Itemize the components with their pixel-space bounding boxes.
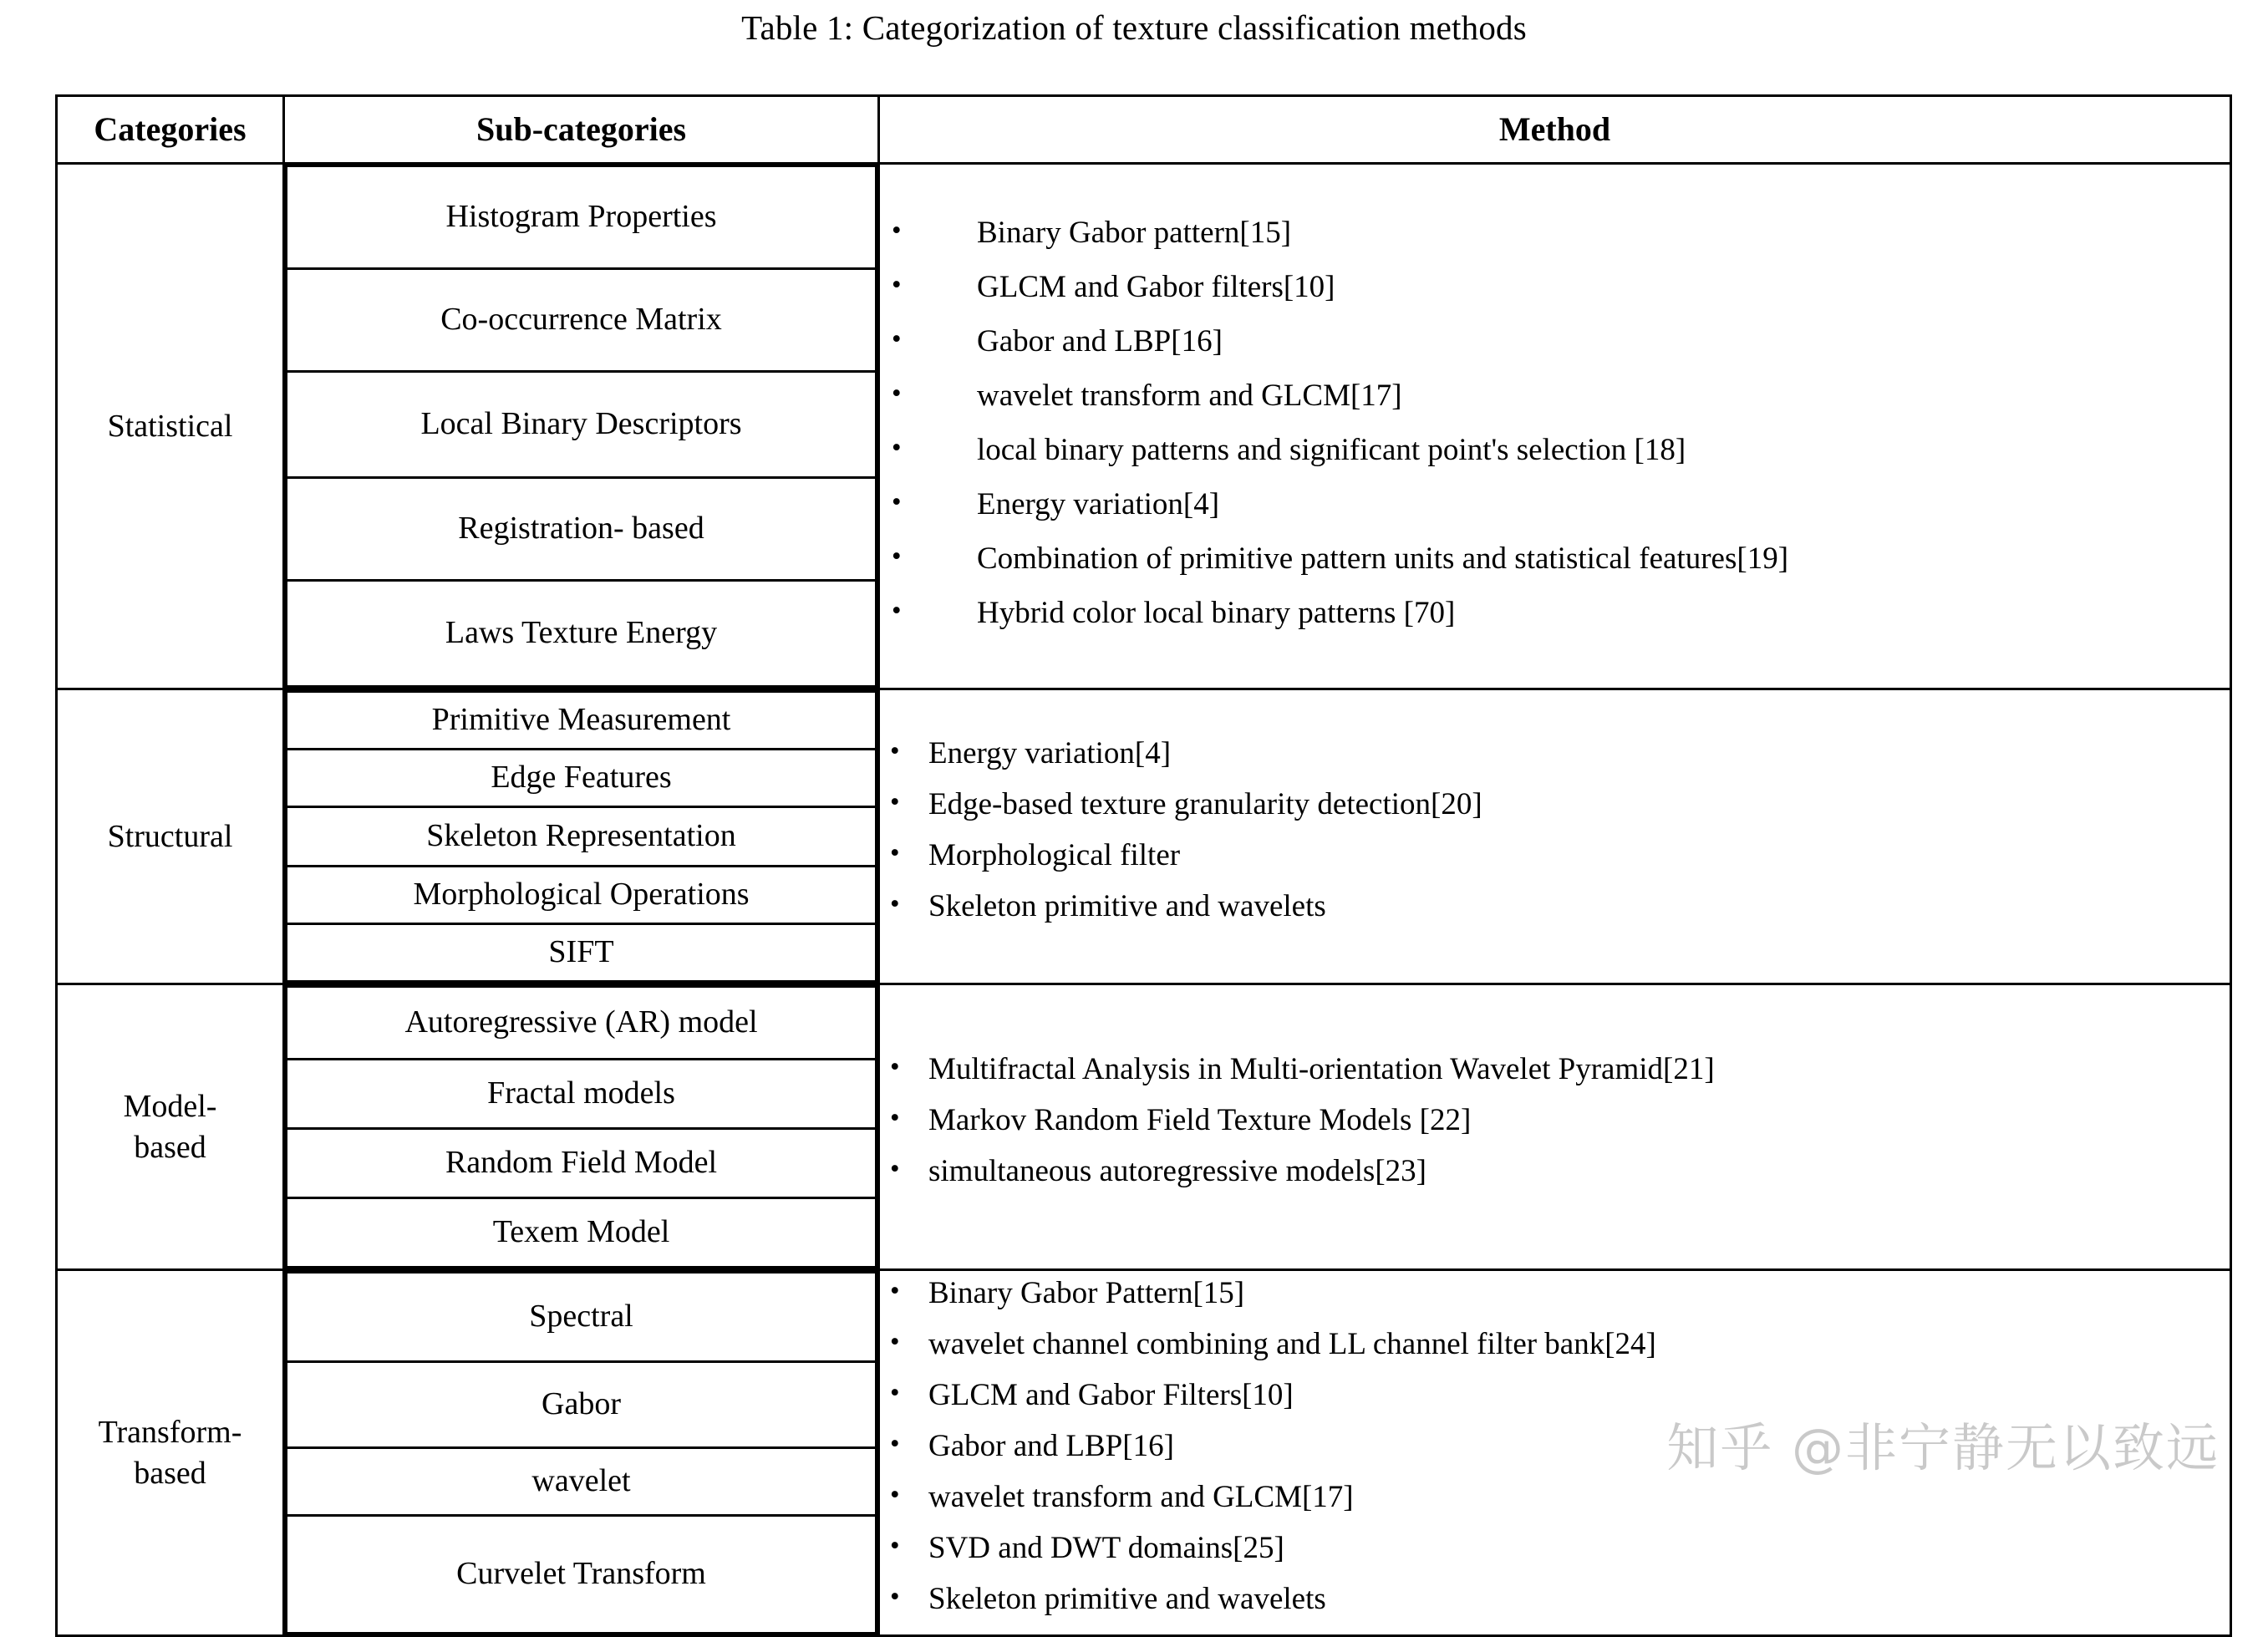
method-label: local binary patterns and significant point's selection [18] bbox=[977, 433, 1686, 467]
list-item bbox=[890, 836, 2230, 874]
method-label: Gabor and LBP[16] bbox=[928, 1428, 1174, 1463]
list-item bbox=[890, 1152, 2230, 1190]
list-item bbox=[287, 269, 877, 372]
method-list bbox=[880, 1050, 2230, 1190]
list-item bbox=[892, 486, 2230, 523]
list-item bbox=[287, 692, 877, 750]
methods-statistical bbox=[879, 164, 2231, 689]
list-item bbox=[890, 735, 2230, 772]
method-label: Edge-based texture granularity detection[20] bbox=[928, 786, 1482, 821]
method-label: simultaneous autoregressive models[23] bbox=[928, 1154, 1426, 1189]
list-item bbox=[892, 540, 2230, 577]
list-item bbox=[890, 1050, 2230, 1088]
list-item bbox=[892, 377, 2230, 414]
bullet-icon: • bbox=[892, 541, 902, 572]
method-label: wavelet transform and GLCM[17] bbox=[928, 1480, 1354, 1515]
bullet-icon: • bbox=[890, 1102, 900, 1133]
subcategory-label: Random Field Model bbox=[287, 1129, 877, 1198]
subcategory-label: Curvelet Transform bbox=[287, 1516, 877, 1634]
bullet-icon: • bbox=[892, 378, 902, 409]
category-line-1: Transform- bbox=[98, 1414, 242, 1450]
categorization-table bbox=[55, 94, 2232, 1637]
methods-transform-based bbox=[879, 1270, 2231, 1636]
list-item bbox=[287, 1516, 877, 1634]
bullet-icon: • bbox=[890, 1582, 900, 1613]
header-subcategories: Sub-categories bbox=[284, 96, 879, 164]
list-item bbox=[890, 1580, 2230, 1618]
subcategories-structural bbox=[284, 689, 879, 984]
subcategory-label: SIFT bbox=[287, 924, 877, 982]
method-label: SVD and DWT domains[25] bbox=[928, 1531, 1284, 1566]
methods-model-based bbox=[879, 984, 2231, 1270]
subcategories-transform-based bbox=[284, 1270, 879, 1636]
list-item bbox=[287, 478, 877, 581]
bullet-icon: • bbox=[892, 269, 902, 300]
list-item bbox=[890, 1529, 2230, 1567]
category-statistical: Statistical bbox=[57, 164, 284, 689]
zhihu-watermark: 知乎 @非宁静无以致远 bbox=[1666, 1417, 2220, 1478]
list-item bbox=[287, 581, 877, 687]
list-item bbox=[892, 323, 2230, 360]
subcategory-table bbox=[285, 690, 877, 983]
subcategory-label: Skeleton Representation bbox=[287, 807, 877, 867]
subcategory-label: Histogram Properties bbox=[287, 166, 877, 269]
list-item bbox=[892, 594, 2230, 632]
list-item bbox=[892, 268, 2230, 306]
table-row bbox=[57, 164, 2231, 689]
list-item bbox=[890, 1427, 2230, 1465]
bullet-icon: • bbox=[890, 786, 900, 817]
subcategory-label: Primitive Measurement bbox=[287, 692, 877, 750]
bullet-icon: • bbox=[892, 215, 902, 246]
list-item bbox=[287, 987, 877, 1060]
category-transform-based bbox=[57, 1270, 284, 1636]
bullet-icon: • bbox=[890, 1428, 900, 1459]
method-label: Skeleton primitive and wavelets bbox=[928, 889, 1326, 924]
list-item bbox=[287, 867, 877, 924]
method-list bbox=[880, 204, 2230, 633]
method-list bbox=[880, 735, 2230, 926]
list-item bbox=[892, 431, 2230, 469]
list-item bbox=[892, 214, 2230, 252]
bullet-icon: • bbox=[890, 735, 900, 766]
method-label: wavelet channel combining and LL channel filter bank[24] bbox=[928, 1326, 1656, 1361]
subcategory-label: Texem Model bbox=[287, 1198, 877, 1268]
method-label: Binary Gabor Pattern[15] bbox=[928, 1275, 1245, 1310]
method-label: Gabor and LBP[16] bbox=[977, 323, 1223, 358]
method-label: Binary Gabor pattern[15] bbox=[977, 215, 1292, 250]
method-label: Hybrid color local binary patterns [70] bbox=[977, 596, 1456, 631]
method-label: Skeleton primitive and wavelets bbox=[928, 1582, 1326, 1617]
subcategory-label: Co-occurrence Matrix bbox=[287, 269, 877, 372]
category-line-2: based bbox=[134, 1129, 206, 1165]
subcategory-table bbox=[285, 985, 877, 1268]
list-item bbox=[287, 1060, 877, 1129]
list-item bbox=[890, 1478, 2230, 1516]
list-item bbox=[890, 1101, 2230, 1139]
list-item bbox=[287, 807, 877, 867]
method-label: Energy variation[4] bbox=[928, 735, 1172, 770]
header-method: Method bbox=[879, 96, 2231, 164]
list-item bbox=[287, 750, 877, 807]
bullet-icon: • bbox=[892, 596, 902, 627]
subcategories-statistical bbox=[284, 164, 879, 689]
list-item bbox=[287, 924, 877, 982]
subcategory-label: Spectral bbox=[287, 1273, 877, 1362]
table-row bbox=[57, 984, 2231, 1270]
bullet-icon: • bbox=[892, 487, 902, 518]
subcategory-label: Gabor bbox=[287, 1362, 877, 1448]
category-line-2: based bbox=[134, 1455, 206, 1491]
bullet-icon: • bbox=[890, 838, 900, 868]
table-caption: Table 1: Categorization of texture classification methods bbox=[741, 8, 1527, 47]
list-item bbox=[890, 1325, 2230, 1363]
method-label: Energy variation[4] bbox=[977, 487, 1220, 522]
method-list bbox=[880, 1274, 2230, 1619]
table-row bbox=[57, 689, 2231, 984]
list-item bbox=[287, 1198, 877, 1268]
list-item bbox=[287, 166, 877, 269]
bullet-icon: • bbox=[890, 1377, 900, 1408]
list-item bbox=[890, 1274, 2230, 1312]
header-categories: Categories bbox=[57, 96, 284, 164]
category-line-1: Model- bbox=[123, 1088, 217, 1124]
list-item bbox=[287, 1448, 877, 1516]
list-item bbox=[890, 785, 2230, 823]
list-item bbox=[890, 887, 2230, 925]
subcategory-label: Morphological Operations bbox=[287, 867, 877, 924]
method-label: Multifractal Analysis in Multi-orientation Wavelet Pyramid[21] bbox=[928, 1051, 1715, 1086]
bullet-icon: • bbox=[890, 1275, 900, 1306]
bullet-icon: • bbox=[890, 1326, 900, 1357]
list-item bbox=[287, 372, 877, 478]
method-label: Markov Random Field Texture Models [22] bbox=[928, 1102, 1472, 1137]
method-label: wavelet transform and GLCM[17] bbox=[977, 378, 1402, 413]
subcategory-label: wavelet bbox=[287, 1448, 877, 1516]
subcategory-label: Edge Features bbox=[287, 750, 877, 807]
bullet-icon: • bbox=[890, 1154, 900, 1185]
category-structural: Structural bbox=[57, 689, 284, 984]
subcategory-label: Fractal models bbox=[287, 1060, 877, 1129]
subcategory-label: Autoregressive (AR) model bbox=[287, 987, 877, 1060]
subcategories-model-based bbox=[284, 984, 879, 1270]
method-label: GLCM and Gabor Filters[10] bbox=[928, 1377, 1294, 1412]
category-model-based bbox=[57, 984, 284, 1270]
subcategory-label: Registration- based bbox=[287, 478, 877, 581]
table-header-row bbox=[57, 96, 2231, 164]
method-label: Combination of primitive pattern units and statistical features[19] bbox=[977, 541, 1789, 577]
method-label: GLCM and Gabor filters[10] bbox=[977, 269, 1335, 304]
bullet-icon: • bbox=[890, 889, 900, 920]
table-row bbox=[57, 1270, 2231, 1636]
methods-structural bbox=[879, 689, 2231, 984]
subcategory-label: Laws Texture Energy bbox=[287, 581, 877, 687]
method-label: Morphological filter bbox=[928, 838, 1181, 872]
subcategory-label: Local Binary Descriptors bbox=[287, 372, 877, 478]
list-item bbox=[287, 1273, 877, 1362]
bullet-icon: • bbox=[890, 1051, 900, 1082]
bullet-icon: • bbox=[892, 433, 902, 463]
subcategory-table bbox=[285, 165, 877, 688]
subcategory-table bbox=[285, 1271, 877, 1634]
list-item bbox=[890, 1376, 2230, 1414]
bullet-icon: • bbox=[890, 1531, 900, 1562]
table-container bbox=[55, 94, 2230, 1637]
list-item bbox=[287, 1129, 877, 1198]
list-item bbox=[287, 1362, 877, 1448]
bullet-icon: • bbox=[892, 323, 902, 354]
bullet-icon: • bbox=[890, 1480, 900, 1511]
